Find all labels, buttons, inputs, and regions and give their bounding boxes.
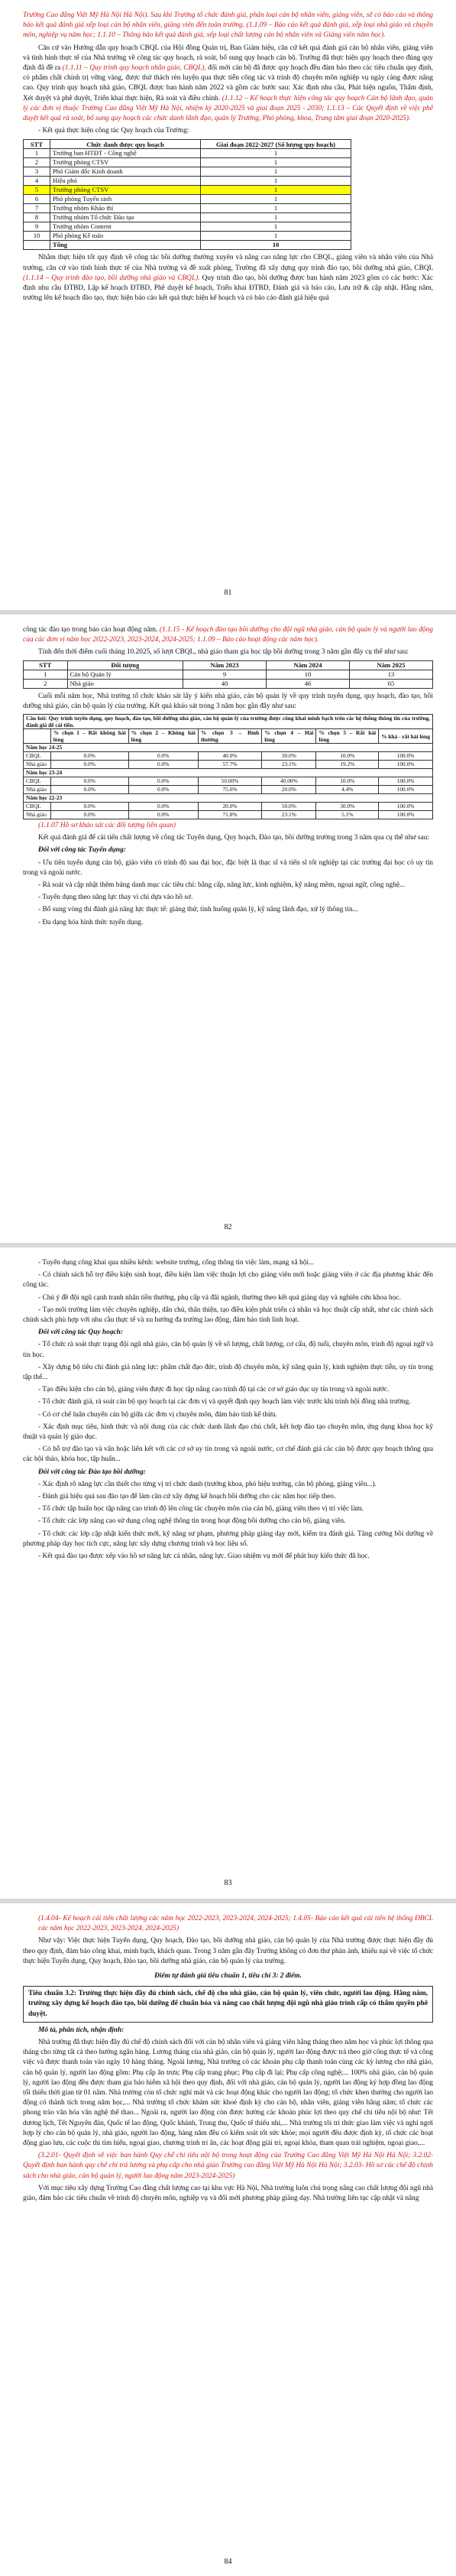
table-cell: 0.0% [128,752,198,761]
table-header: % chọn 4 – Hài lòng [262,729,316,744]
list-item: - Bổ sung vòng thi đánh giá năng lực thực tế: giảng thử, tình huống quản lý, kỹ năng lãnh đạo, xử lý thông tin... [38,906,358,914]
table-cell: 1 [201,213,351,222]
table-group-row [24,744,433,752]
list-item: - Xác định rõ năng lực cần thiết cho từng vị trí chức danh (trưởng khoa, phó hiệu trưởng, cán bộ phòng, giảng viên...). [38,1480,377,1488]
table-row [24,204,351,213]
list-item: - Xác định mục tiêu, hình thức và nội dung của các chức danh lãnh đạo chủ chốt, kết hợp đào tạo chuyên môn, ứng dụng khoa học kỹ thuật và quản lý giáo dục. [23,1423,433,1442]
table-cell: 0.0% [128,786,198,794]
table-cell: Nhà giáo [67,679,183,688]
page-number: 83 [224,1879,232,1887]
list-item: - Tuyển dụng theo năng lực thay vì chỉ dựa vào hồ sơ. [38,894,193,902]
page-number: 82 [224,1223,232,1231]
table-cell: 1 [201,204,351,213]
paragraph: Nhằm thực hiện tốt quy định về công tác bồi dưỡng thường xuyên và nâng cao năng lực cho CBQL, giảng viên và nhân viên của Nhà trường, căn cứ vào tình hình thực tế của Nhà trường và đề xuất phòng, Trường đã xây dựng quy trình đào tạo, bồi dưỡng nhà giáo, CBQL (1.1.14 – Quy trình đào tạo, bồi dưỡng nhà giáo và CBQL). Quy trình đào tạo, bồi dưỡng được ban hành năm 2023 gồm có các bước: Xác định nhu cầu ĐTBD, Lập kế hoạch ĐTBD, Phê duyệt kế hoạch, Triển khai ĐTBD, Đánh giá và báo cáo, Lưu trữ & cập nhật. Hằng năm, trường lên kế hoạch đào tạo, thực hiện báo cáo kết quả thực hiện kế hoạch và có báo cáo đánh giá hiệu quả [23,254,434,303]
list-item: - Có hỗ trợ đào tạo và vấn hoặc liên kết với các cơ sở uy tín trong và ngoài nước, cơ chế đánh giá các cán bộ được quy hoạch thông qua các hội thảo, khóa học, tập huấn... [23,1445,433,1464]
table-cell: 30.0% [316,803,379,811]
table-cell: Trưởng nhóm Tổ chức Đào tạo [50,213,201,222]
table-cell: 0.0% [50,752,128,761]
table-cell: Trưởng phòng CTSV [50,186,201,195]
table-cell: Cán bộ Quản lý [67,670,183,679]
document-page-84 [0,1903,456,2576]
table-cell: 4 [24,177,50,186]
criterion-box: Tiêu chuẩn 3.2: Trường thực hiện đầy đủ chính sách, chế độ cho nhà giáo, cán bộ quản lý, viên chức, người lao động. Hằng năm, trường xây dựng kế hoạch đào tạo, bồi dưỡng để chuẩn hóa và nâng cao chất lượng đội ngũ nhà giáo trình cấp có thẩm quyền phê duyệt. [23,1986,433,2023]
boi-duong-table [23,660,433,689]
table-cell: Phó phòng Tuyển sinh [50,195,201,204]
table-cell: 1 [201,222,351,232]
evidence-ref: (1.1.07 Hồ sơ khảo sát các đối tượng liên quan) [38,822,176,830]
table-header: Giai đoạn 2022-2027 (Số lượng quy hoạch) [201,140,351,149]
table-cell: Trưởng nhóm Khảo thí [50,204,201,213]
table-row [24,213,351,222]
table-cell: 1 [201,158,351,167]
table-row [24,195,351,204]
table-row [24,752,433,761]
table-row [24,761,433,769]
list-item: - Có cơ chế luân chuyển cán bộ giữa các đơn vị chuyên môn, đảm bảo tính kế thừa. [38,1410,277,1419]
list-item: - Tổ chức rà soát thực trạng đội ngũ nhà giáo, cán bộ quản lý về số lượng, chất lượng, cơ cấu, độ tuổi, chuyên môn, trình độ ngoại ngữ và tin học. [23,1341,433,1359]
paragraph: Trường Cao đẳng Việt Mỹ Hà Nội Hà Nội). Sau khi Trường tổ chức đánh giá, phân loại cán bộ nhân viên, giảng viên, sẽ có báo cáo và thông báo kết quả đánh giá xếp loại cán bộ nhân viên, giảng viên đến toàn trường. (1.1.09 – Báo cáo kết quả đánh giá, xếp loại nhà giáo và chuyên môn, nghiệp vụ năm học; 1.1.10 – Thông báo kết quả đánh giá, xếp loại chất lượng cán bộ nhân viên và Giảng viên năm học). [23,11,433,40]
table-cell: 1 [201,177,351,186]
table-header [24,729,51,744]
table-cell: 100.0% [379,777,433,786]
table-cell: 10.0% [316,752,379,761]
paragraph: Cuối mỗi năm học, Nhà trường tổ chức khảo sát lấy ý kiến nhà giáo, cán bộ quản lý về quy trình tuyển dụng, quy hoạch, đào tạo, bồi dưỡng nhà giáo, cán bộ quản lý của trường. Kết quả khảo sát trong 3 năm học gần đây như sau: [23,692,433,710]
table-header: % khả - rất hài lòng [379,729,433,744]
table-group-row [24,794,433,803]
table-cell: Trưởng phòng CTSV [50,158,201,167]
section-subheading: Đối với công tác Quy hoạch: [38,1329,124,1337]
page-number: 84 [224,2558,232,2566]
table-header: % chọn 2 – Không hài lòng [128,729,198,744]
table-cell: CBQL [24,803,51,811]
evidence-ref: (1.4.04- Kế hoạch cải tiến chất lượng các năm học 2022-2023, 2023-2024, 2024-2025; 1.4.05- Báo cáo kết quả cải tiến hệ thống ĐBCL các năm học 2022-2023, 2023-2024, 2024-2025) [38,1915,433,1933]
table-cell: 1 [201,232,351,241]
bullet-list [23,1340,433,1465]
table-cell: 0.0% [128,761,198,769]
table-cell: 100.0% [379,786,433,794]
table-intro: - Kết quả thực hiện công tác Quy hoạch của Trường: [38,127,189,135]
table-header: STT [24,140,50,149]
list-item: - Xây dựng bộ tiêu chí đánh giá năng lực: phẩm chất đạo đức, trình độ chuyên môn, kỹ năng quản lý, kinh nghiệm thực tiễn, uy tín trong tập thể... [23,1363,433,1382]
bullet-list [23,1258,433,1325]
table-cell: Phó Giám đốc Kinh doanh [50,167,201,177]
table-cell: 0.0% [128,777,198,786]
table-header: Năm 2025 [349,660,432,670]
table-cell: 4.4% [316,786,379,794]
table-row [24,777,433,786]
section-subheading: Đối với công tác Đào tạo bồi dưỡng: [38,1468,146,1476]
table-row [24,158,351,167]
table-cell: 1 [201,167,351,177]
table-row [24,167,351,177]
table-header: % chọn 3 – Bình thường [198,729,261,744]
table-row [24,232,351,241]
table-header: Chức danh được quy hoạch [50,140,201,149]
table-cell: 0.0% [128,803,198,811]
table-cell: 8 [24,213,50,222]
table-cell: 7 [24,204,50,213]
table-cell: 0.0% [50,786,128,794]
table-cell: 100.0% [379,803,433,811]
table-row [24,786,433,794]
table-cell: 1 [201,149,351,158]
page-number: 81 [224,589,232,597]
paragraph: Nhà trường đã thực hiện đầy đủ chế độ chính sách đối với cán bộ nhân viên và giảng viên hằng tháng theo năm học và phúc lợi thông qua tháng cho từng tất cả theo hướng ngân hàng. Lương tháng của nhà giáo, cán bộ quản lý, người lao động được trả theo giờ công thực tế và công việc và được thanh toán vào ngày 10 hàng tháng. Ngoài lương, Nhà trường có các khoản phụ cấp thanh toán cùng các kỳ lương cho nhà giáo, cán bộ quản lý, người lao động gồm: Phụ cấp ăn trưa; Phụ cấp trang phục; Phụ cấp đi lại; Phụ cấp công nghệ;... 100% nhà giáo, cán bộ quản lý, người lao động đều được tham gia bảo hiểm xã hội theo quy định, đối với nhà giáo, cán bộ quản lý, người lao động ký hợp đồng lao động tối thiểu thời gian từ 01 năm. Nhà trường còn tổ chức nghỉ mát và các hoạt động khác cho người lao động; tổ chức khen thưởng cho người lao động có thành tích trong năm học,... Nhà trường tổ chức khám sức khoẻ định kỳ cho cán bộ, nhân viên, giảng viên hằng năm; tổ chức các phong trào văn hóa văn nghệ thể thao... Ngoài ra, người lao động còn được hưởng các khoản phúc lợi theo quy chế chi tiêu nội bộ như: Tết dương lịch, Tết Nguyên đán, Quốc tế lao động, Quốc khánh, Trung thu, Quốc tế thiếu nhi,... Nhà trường tôi tri thức giao làm việc và nghỉ ngơi hợp lý cho cán bộ quản lý, nhà giáo, người lao động, hàng năm đều có kiểm soát tốt sức khỏe; mọi người đều được định kỳ, tổ chức các hoạt động giao lưu, các cuộc thi tìm hiểu, ngoại giao, chương trình tri ân, các hoạt động giải trí, ngoại khóa, tham quan trải nghiệm, ngoại giao,... [23,2039,433,2148]
table-cell: 5 [24,186,50,195]
table-cell: 19.2% [316,761,379,769]
table-cell: 23.1% [262,761,316,769]
document-page-81 [0,0,456,610]
table-cell: 2 [24,679,68,688]
table-row [24,679,433,688]
list-item: - Có chính sách hỗ trợ điều kiện sinh hoạt, điều kiện làm việc thuận lợi cho giảng viên mới hoặc giảng viên ở các địa phương khác đến công tác. [23,1271,433,1290]
table-group-label: Năm học 23-24 [24,769,433,777]
document-page-82 [0,615,456,1243]
list-item: - Tổ chức tập huấn học tập nâng cao trình độ lên công tác chuyên môn của cán bộ, giảng viên theo vị trí việc làm. [38,1505,364,1513]
table-row [24,803,433,811]
table-cell: 1 [24,149,50,158]
list-item: - Chú ý đề đội ngũ cạnh tranh nhân tiền thưởng, phụ cấp và đãi ngành, thường theo kết quả giảng dạy và nghiên cứu khoa học. [38,1293,401,1302]
table-cell: 46 [267,679,350,688]
list-item: - Tổ chức các lớp cập nhật kiến thức mới, kỹ năng sư phạm, phương pháp giảng dạy mới, kiểm tra đánh giá. Tăng cường bồi dưỡng về phương pháp dạy học tích cực, năng lực xây dựng chương trình và học liệu số. [23,1530,433,1548]
table-cell: CBQL [24,752,51,761]
table-cell: 50.0% [262,803,316,811]
table-row [24,177,351,186]
table-cell: 40.0% [198,752,261,761]
list-item: - Tuyển dụng công khai qua nhiều kênh: website trường, cổng thông tin việc làm, mạng xã hội... [38,1259,315,1267]
table-cell: Nhà giáo [24,811,51,819]
table-cell: CBQL [24,777,51,786]
table-header: % chọn 1 – Rất không hài lòng [50,729,128,744]
criterion-score: Điểm tự đánh giá tiêu chuẩn 1, tiêu chí 3: 2 điểm. [154,1972,302,1981]
table-cell: 0.0% [50,777,128,786]
table-cell: 65 [349,679,432,688]
table-cell: Hiệu phó [50,177,201,186]
bullet-list [23,858,433,928]
table-cell: 0.0% [128,811,198,819]
list-item: - Đa dạng hóa hình thức tuyển dụng. [38,918,144,926]
table-cell: 0.0% [50,761,128,769]
table-cell: 0.0% [50,811,128,819]
table-cell: 100.0% [379,811,433,819]
paragraph: Kết quả đánh giá để cải tiến chất lượng về công tác Tuyển dụng, Quy hoạch, Đào tạo, bồi dưỡng trường trong 3 năm qua cụ thể như sau: [38,834,429,842]
evidence-ref: (3.2.01- Quyết định về việc ban hành Quy chế chi tiêu nội bộ trong hoạt động của Trường Cao đẳng Việt Mỹ Hà Nội Hà Nội; 3.2.02- Quyết định ban hành quy chế chi trả lương và phụ cấp cho nhà giáo Trường cao đẳng Việt Mỹ Hà Nội Hà Nội; 3.2.03- Hồ sơ các chế độ chính sách cho nhà giáo, cán bộ quản lý, người lao động năm 2023-2024-2025) [23,2152,433,2180]
section-subheading: Đối với công tác Tuyển dụng: [38,846,126,855]
table-cell: 40 [183,679,267,688]
quy-hoach-table [23,139,351,250]
table-cell: 3 [24,167,50,177]
paragraph: Căn cứ vào Hướng dẫn quy hoạch CBQL của Hội đồng Quản trị, Ban Giám hiệu, căn cứ kết quả đánh giá cán bộ nhân viên, giảng viên và tình hình thực tế của Nhà trường về công tác quy hoạch, rà soát, bổ sung quy hoạch cán bộ. Trường đã thực hiện quy hoạch theo đúng quy định đã đề ra (1.1.11 – Quy trình quy hoạch nhân giáo, CBQL), đối mới cán bộ đã được quy hoạch đều đảm bảo theo các tiêu chuẩn quy định, có phẩm chất chính trị vững vàng, được thử thách rèn luyện qua thực tiễn công tác và trình độ chuyên môn nghiệp vụ ngày càng được nâng cao. Quy trình quy hoạch nhà giáo, CBQL được ban hành năm 2022 và gồm các bước sau: Xác định nhu cầu, Phát hiện nguồn, Thẩm định, Xét duyệt và phê duyệt, Triển khai thực hiện, Rà soát và điều chỉnh. (1.1.12 – Kế hoạch thực hiện công tác quy hoạch Cán bộ lãnh đạo, quản lý các đơn vị thuộc Trường Cao đẳng Việt Mỹ Hà Nội, nhiệm kỳ 2020-2025 và giai đoạn 2025 - 2030; 1.1.13 – Các Quyết định về việc phê duyệt kết quả rà soát, bổ sung quy hoạch các chức danh lãnh đạo, quản lý Trường, Phó phòng, khoa, Trung tâm giai đoạn 2020-2025). [23,44,434,123]
table-group-label: Năm học 22-23 [24,794,433,803]
paragraph: Như vậy: Việc thực hiện Tuyển dụng, Quy hoạch, Đào tạo, bồi dưỡng nhà giáo, cán bộ quản lý của Nhà trường được thực hiện đầy đủ theo quy định, đảm bảo công khai, minh bạch, khách quan. Trong 3 năm gần đây Trường không có đơn thư phản ánh, khiếu nại về việc tổ chức thực hiện Tuyển dụng, Quy hoạch, Đào tạo, bồi dưỡng nhà giáo, cán bộ quản lý của trường. [23,1937,433,1965]
paragraph: công tác đào tạo trong báo cáo hoạt động năm. (1.1.15 - Kế hoạch đào tạo bồi dưỡng cho đội ngũ nhà giáo, cán bộ quản lý và người lao động của các đơn vị năm học 2022-2023, 2023-2024, 2024-2025; 1.1.09 – Báo cáo hoạt động các năm học). [23,626,433,644]
table-group-row [24,769,433,777]
survey-table [23,714,433,819]
table-cell: 13 [349,670,432,679]
section-subheading: Mô tả, phân tích, nhận định: [38,2026,125,2034]
paragraph: Tính đến thời điểm cuối tháng 10.2025, số lượt CBQL, nhà giáo tham gia học tập bồi dưỡng trong 3 năm gần đây cụ thể như sau: [38,648,409,657]
table-cell: 1 [24,670,68,679]
list-item: - Tổ chức đánh giá, rà soát cán bộ quy hoạch tại các đơn vị và quyết định quy hoạch làm việc trước khi trình hội đồng nhà trường. [38,1398,411,1406]
table-cell: 1 [201,195,351,204]
table-cell [24,241,50,250]
table-row [24,222,351,232]
table-cell: 71.8% [198,811,261,819]
list-item: - Rà soát và cập nhật thêm bảng danh mục các tiêu chí: bằng cấp, năng lực, kinh nghiệm, kỹ năng mềm, ngoại ngữ, công nghệ... [38,881,406,890]
table-cell: 20.0% [198,803,261,811]
list-item: - Đánh giá hiệu quả sau đào tạo để làm căn cứ xây dựng kế hoạch bồi dưỡng cho các năm học tiếp theo. [38,1493,336,1501]
table-cell: Nhà giáo [24,761,51,769]
bullet-list [23,1480,433,1562]
table-header: STT [24,660,68,670]
table-cell: 0.0% [50,803,128,811]
table-cell: Phó phòng Kế toán [50,232,201,241]
table-header: Năm 2024 [267,660,350,670]
paragraph: Với mục tiêu xây dựng Trường Cao đẳng chất lượng cao tại khu vực Hà Nội, Nhà trường luôn chú trọng nâng cao chất lượng đội ngũ nhà giáo, đảm bảo các tiêu chuẩn về trình độ chuyên môn, nghiệp vụ và đổi mới phương pháp giảng dạy. Nhà trường liên tục cập nhật và nâng [23,2184,433,2203]
list-item: - Tạo môi trường làm việc chuyên nghiệp, dân chủ, thân thiện, tạo điều kiện phát triển cá nhân và học thuật cấp nhất, như các chính sách chính sách phù hợp với nhu cầu thực tế và xu hướng đa trường lao động, đảm bảo tính linh hoạt. [23,1306,433,1325]
document-page-83 [0,1247,456,1899]
list-item: - Ưu tiên tuyển dụng cán bộ, giáo viên có trình độ sau đại học, đặc biệt là thạc sĩ và tiến sĩ tốt nghiệp tại các trường đại học có uy tín trong và ngoài nước. [23,858,433,877]
table-row [24,811,433,819]
survey-question: Câu hỏi: Quy trình tuyển dụng, quy hoạch, đào tạo, bồi dưỡng nhà giáo, cán bộ quản lý của trường được công khai minh bạch trên các hệ thống thông tin của trường, đánh giá để cải tiến. [24,715,433,729]
table-cell: Trưởng nhóm Content [50,222,201,232]
list-item: - Kết quả đào tạo được xếp vào hồ sơ năng lực cá nhân, năng lực. Giao nhiệm vụ mới để phát huy kiến thức đã học. [38,1552,370,1561]
table-cell: 10.0% [316,777,379,786]
table-row [24,670,433,679]
table-total-row [24,241,351,250]
table-cell: 10 [267,670,350,679]
table-cell: Nhà giáo [24,786,51,794]
table-cell: 100.0% [379,761,433,769]
table-cell: 10 [24,232,50,241]
table-cell: 75.6% [198,786,261,794]
table-header: % chọn 5 – Rất hài lòng [316,729,379,744]
table-cell: Trưởng ban HTĐT - Công nghệ [50,149,201,158]
table-total-value: 10 [201,241,351,250]
list-item: - Tổ chức các lớp nâng cao sử dụng công nghệ thông tin trong hoạt động bồi dưỡng cho cán bộ, giảng viên. [38,1517,346,1526]
table-cell: 9 [183,670,267,679]
table-row [24,149,351,158]
table-header: Năm 2023 [183,660,267,670]
table-cell: 9 [24,222,50,232]
table-cell: 6 [24,195,50,204]
table-cell: 2 [24,158,50,167]
table-cell: 23.1% [262,811,316,819]
table-cell: 5.1% [316,811,379,819]
table-header: Đối tượng [67,660,183,670]
table-total-label: Tổng [50,241,201,250]
table-cell: 50.00% [198,777,261,786]
list-item: - Tạo điều kiện cho cán bộ, giảng viên được đi học tập nâng cao trình độ tại các cơ sở giáo dục uy tín trong và ngoài nước. [38,1386,390,1394]
table-cell: 30.0% [262,752,316,761]
table-cell: 57.7% [198,761,261,769]
table-cell: 100.0% [379,752,433,761]
table-cell: 40.00% [262,777,316,786]
table-row [24,186,351,195]
table-cell: 1 [201,186,351,195]
table-group-label: Năm học 24-25 [24,744,433,752]
table-cell: 20.0% [262,786,316,794]
